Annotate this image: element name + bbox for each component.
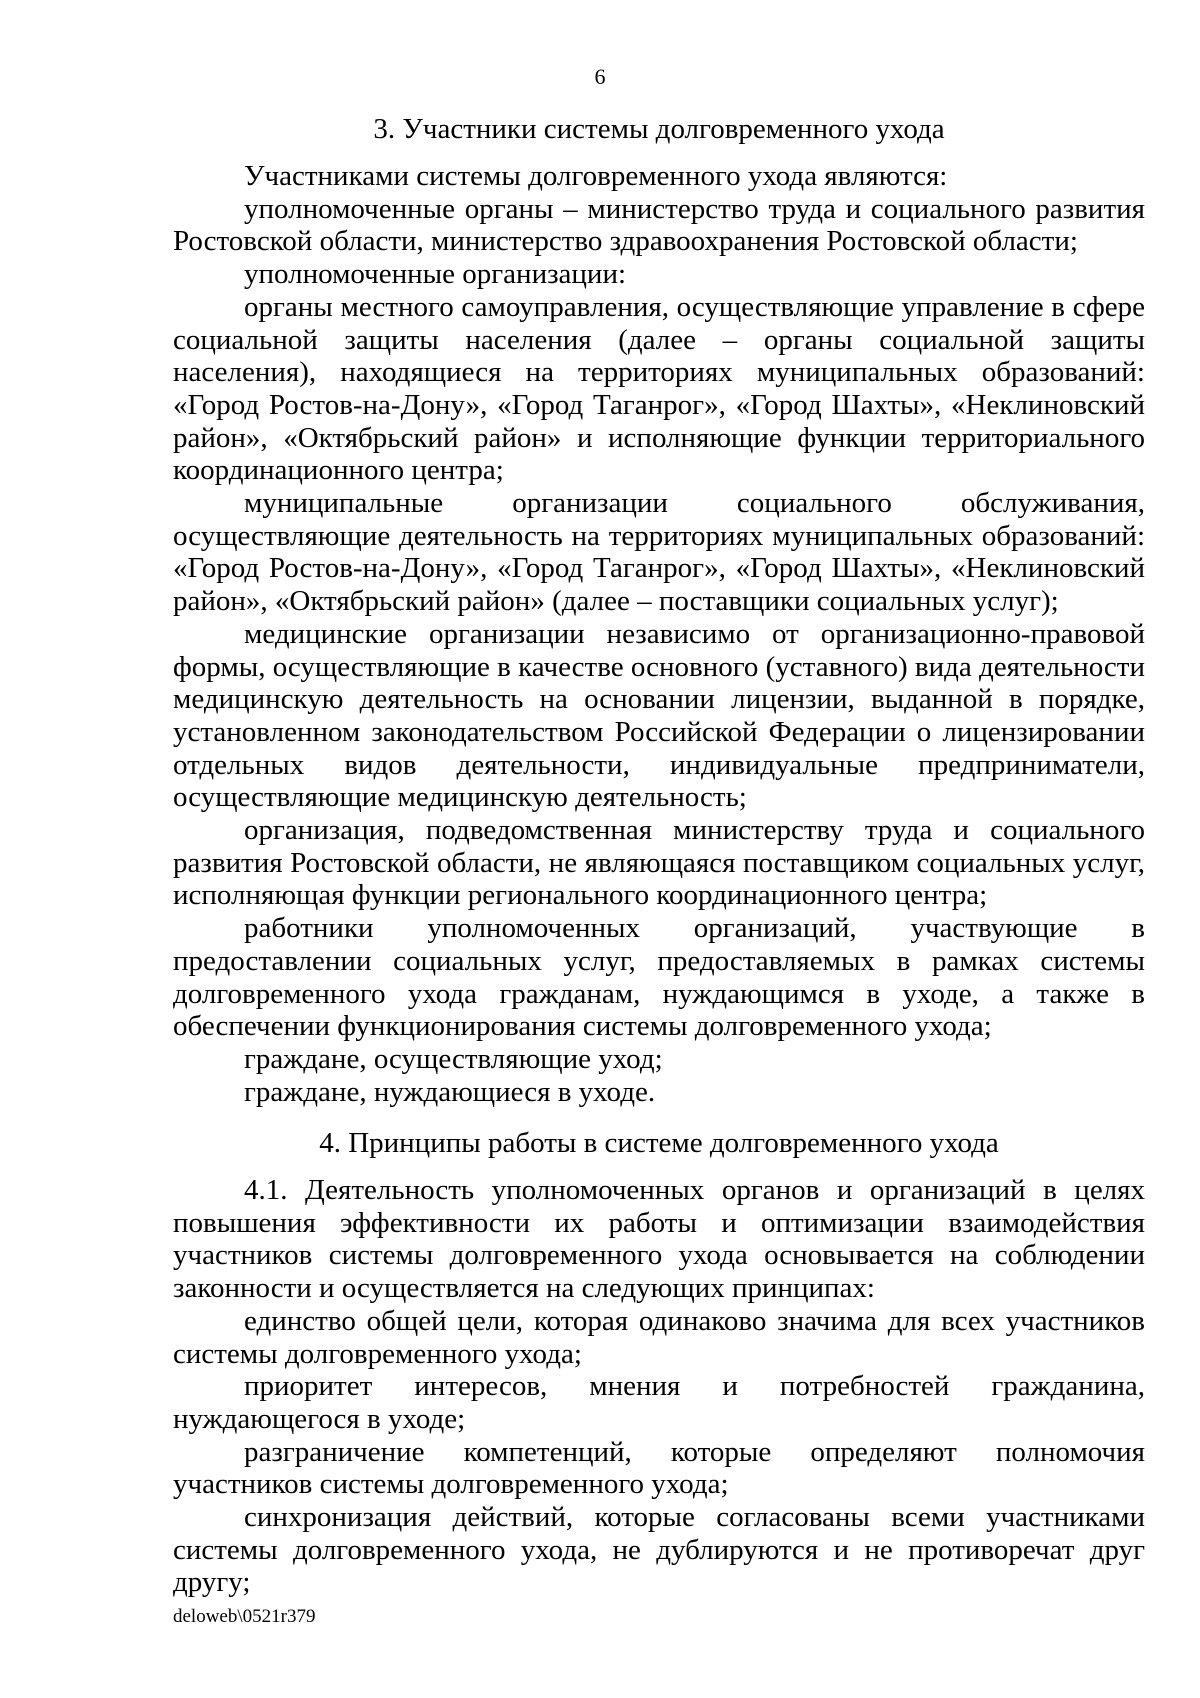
paragraph: граждане, осуществляющие уход; [244, 1042, 663, 1075]
paragraph: разграничение компетенций, которые определяют полномочия участников системы долговременного ухода; [173, 1435, 1145, 1501]
paragraph: синхронизация действий, которые согласованы всеми участниками системы долговременного ухода, не дублируются и не противоречат друг другу; [173, 1501, 1145, 1599]
paragraph: Участниками системы долговременного ухода являются: [244, 160, 948, 192]
paragraph: организация, подведомственная министерству труда и социального развития Ростовской области, не являющаяся поставщиком социальных услуг, исполняющая функции регионального координационного центра; [173, 814, 1145, 912]
section-4-heading: 4. Принципы работы в системе долговременного ухода [319, 1127, 999, 1159]
section-3-body [173, 160, 1145, 1108]
paragraph: муниципальные организации социального обслуживания, осуществляющие деятельность на территориях муниципальных образований: «Город Ростов-на-Дону», «Город Таганрог», «Город Шахты», «Неклиновский район», «Октябрьский район» (далее – поставщики социальных услуг); [173, 487, 1145, 618]
paragraph: уполномоченные организации: [244, 258, 627, 291]
paragraph: приоритет интересов, мнения и потребностей гражданина, нуждающегося в уходе; [173, 1370, 1145, 1435]
paragraph: медицинские организации независимо от организационно-правовой формы, осуществляющие в качестве основного (уставного) вида деятельности медицинскую деятельность на основании лицензии, выданной в порядке, установленном законодательством Российской Федерации о лицензировании отдельных видов деятельности, индивидуальные предприниматели, осуществляющие медицинскую деятельность; [173, 617, 1145, 814]
paragraph: 4.1. Деятельность уполномоченных органов и организаций в целях повышения эффективности их работы и оптимизации взаимодействия участников системы долговременного ухода основывается на соблюдении законности и осуществляется на следующих принципах: [173, 1174, 1145, 1305]
paragraph: единство общей цели, которая одинаково значима для всех участников системы долговременного ухода; [173, 1304, 1145, 1370]
section-4-body [173, 1174, 1145, 1599]
document-code-footer: deloweb\0521r379 [173, 1606, 316, 1627]
paragraph: уполномоченные органы – министерство труда и социального развития Ростовской области, министерство здравоохранения Ростовской области; [173, 192, 1145, 258]
paragraph: работники уполномоченных организаций, участвующие в предоставлении социальных услуг, предоставляемых в рамках системы долговременного ухода гражданам, нуждающимся в уходе, а также в обеспечении функционирования системы долговременного ухода; [173, 912, 1145, 1043]
paragraph: граждане, нуждающиеся в уходе. [244, 1075, 656, 1108]
page-number: 6 [594, 64, 606, 89]
paragraph: органы местного самоуправления, осуществляющие управление в сфере социальной защиты населения (далее – органы социальной защиты населения), находящиеся на территориях муниципальных образований: «Город Ростов-на-Дону», «Город Таганрог», «Город Шахты», «Неклиновский район», «Октябрьский район» и исполняющие функции территориального координационного центра; [173, 290, 1145, 487]
section-3-heading: 3. Участники системы долговременного ухода [373, 113, 945, 145]
